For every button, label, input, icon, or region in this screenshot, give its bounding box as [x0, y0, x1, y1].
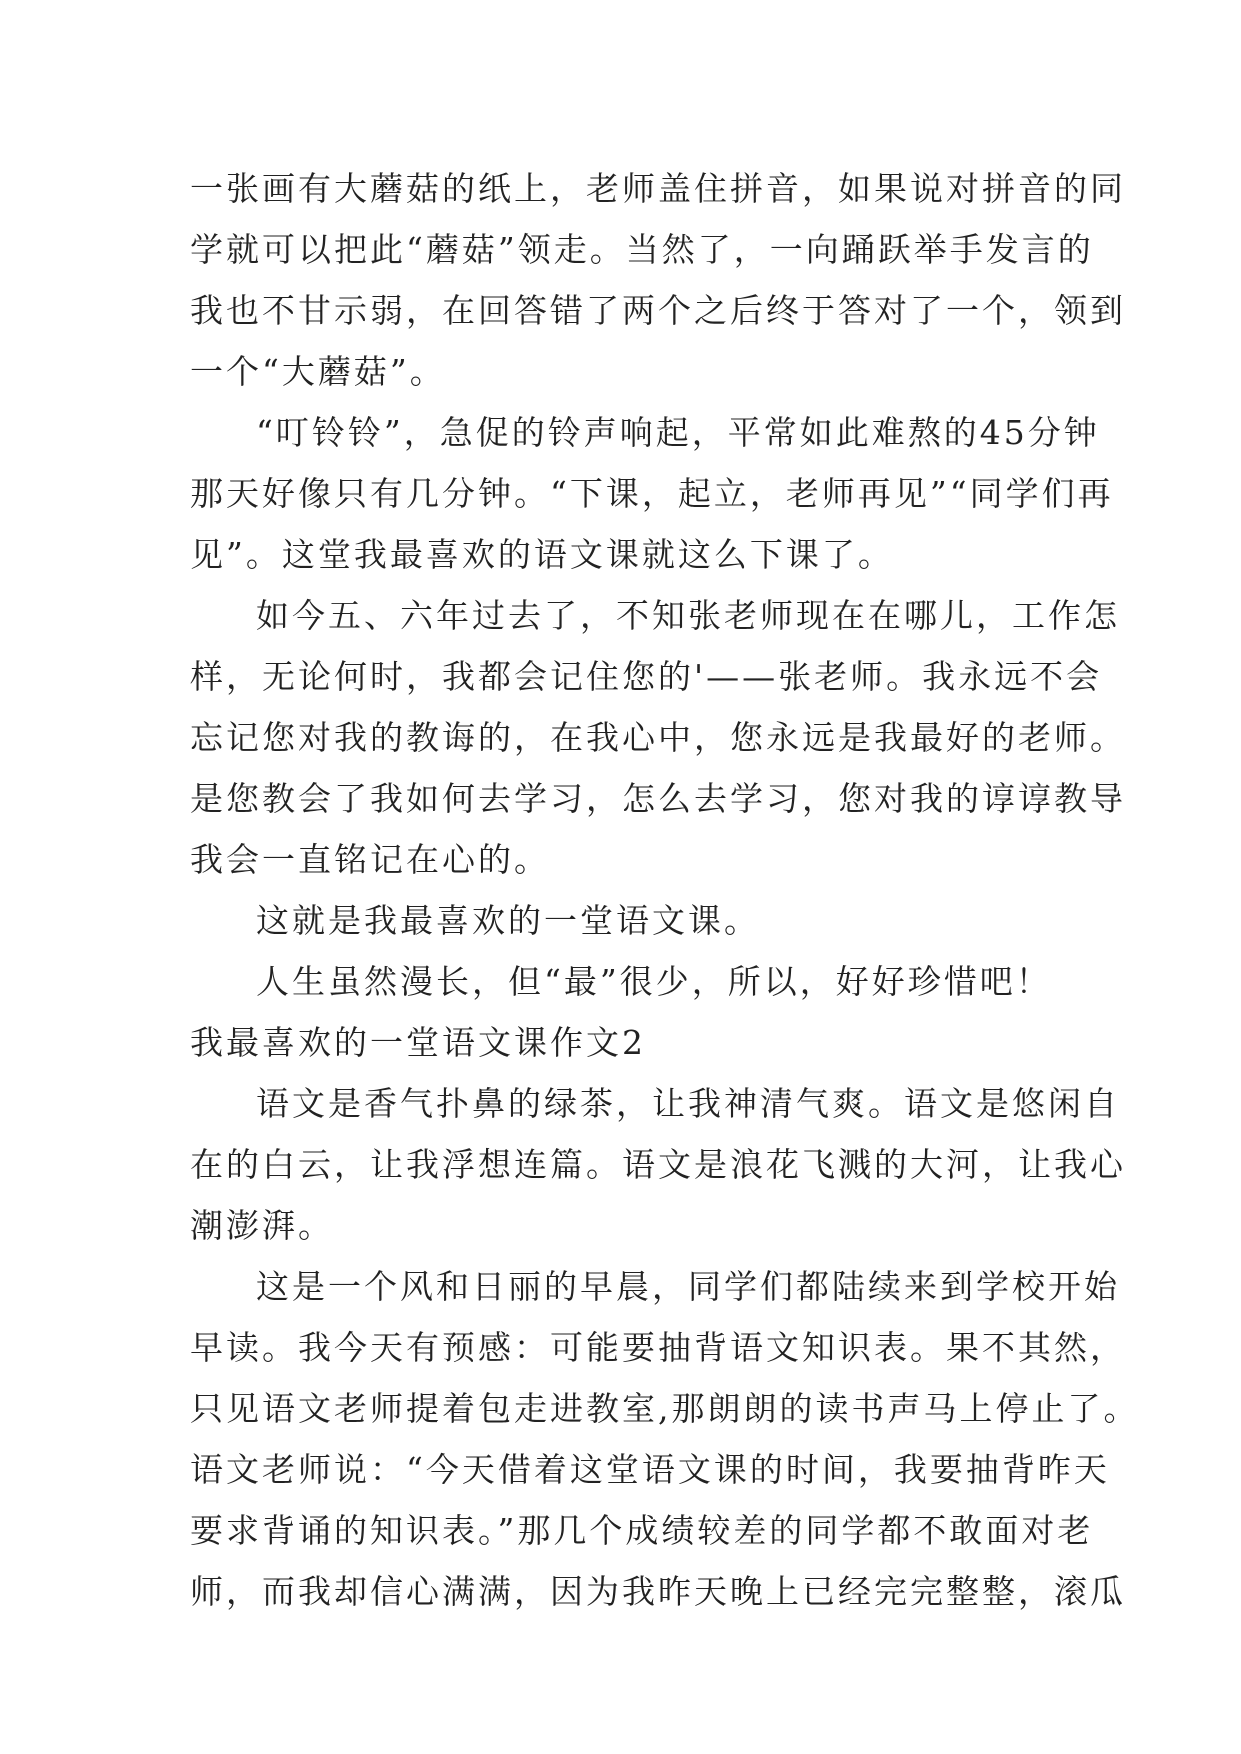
text-line-6: 那天好像只有几分钟。“下课，起立，老师再见”“同学们再	[190, 474, 1114, 513]
text-line-18: 潮澎湃。	[190, 1206, 334, 1245]
section-heading: 我最喜欢的一堂语文课作文2	[190, 1023, 646, 1062]
text-line-21: 只见语文老师提着包走进教室,那朗朗的读书声马上停止了。	[190, 1389, 1140, 1428]
document-body	[190, 158, 1140, 1622]
text-line-7: 见”。这堂我最喜欢的语文课就这么下课了。	[190, 535, 894, 574]
text-line-22: 语文老师说：“今天借着这堂语文课的时间，我要抽背昨天	[190, 1450, 1110, 1489]
text-line-2: 学就可以把此“蘑菇”领走。当然了，一向踊跃举手发言的	[190, 230, 1094, 269]
text-line-9: 样，无论何时，我都会记住您的'——张老师。我永远不会	[190, 657, 1103, 696]
text-line-3: 我也不甘示弱，在回答错了两个之后终于答对了一个，领到	[190, 291, 1126, 330]
text-line-23: 要求背诵的知识表。”那几个成绩较差的同学都不敢面对老	[190, 1511, 1094, 1550]
text-line-11: 是您教会了我如何去学习，怎么去学习，您对我的谆谆教导	[190, 779, 1126, 818]
text-line-20: 早读。我今天有预感：可能要抽背语文知识表。果不其然，	[190, 1328, 1126, 1367]
text-line-5: “叮铃铃”，急促的铃声响起，平常如此难熬的45分钟	[256, 413, 1100, 452]
text-line-19: 这是一个风和日丽的早晨，同学们都陆续来到学校开始	[256, 1267, 1120, 1306]
text-line-16: 语文是香气扑鼻的绿茶，让我神清气爽。语文是悠闲自	[256, 1084, 1120, 1123]
text-line-4: 一个“大蘑菇”。	[190, 352, 446, 391]
text-line-14: 人生虽然漫长，但“最”很少，所以，好好珍惜吧！	[256, 962, 1052, 1001]
text-line-10: 忘记您对我的教诲的，在我心中，您永远是我最好的老师。	[190, 718, 1126, 757]
text-line-17: 在的白云，让我浮想连篇。语文是浪花飞溅的大河，让我心	[190, 1145, 1126, 1184]
text-line-24: 师，而我却信心满满，因为我昨天晚上已经完完整整，滚瓜	[190, 1572, 1126, 1611]
text-line-8: 如今五、六年过去了，不知张老师现在在哪儿，工作怎	[256, 596, 1120, 635]
text-line-12: 我会一直铭记在心的。	[190, 840, 550, 879]
text-line-1: 一张画有大蘑菇的纸上，老师盖住拼音，如果说对拼音的同	[190, 169, 1126, 208]
text-line-13: 这就是我最喜欢的一堂语文课。	[256, 901, 760, 940]
